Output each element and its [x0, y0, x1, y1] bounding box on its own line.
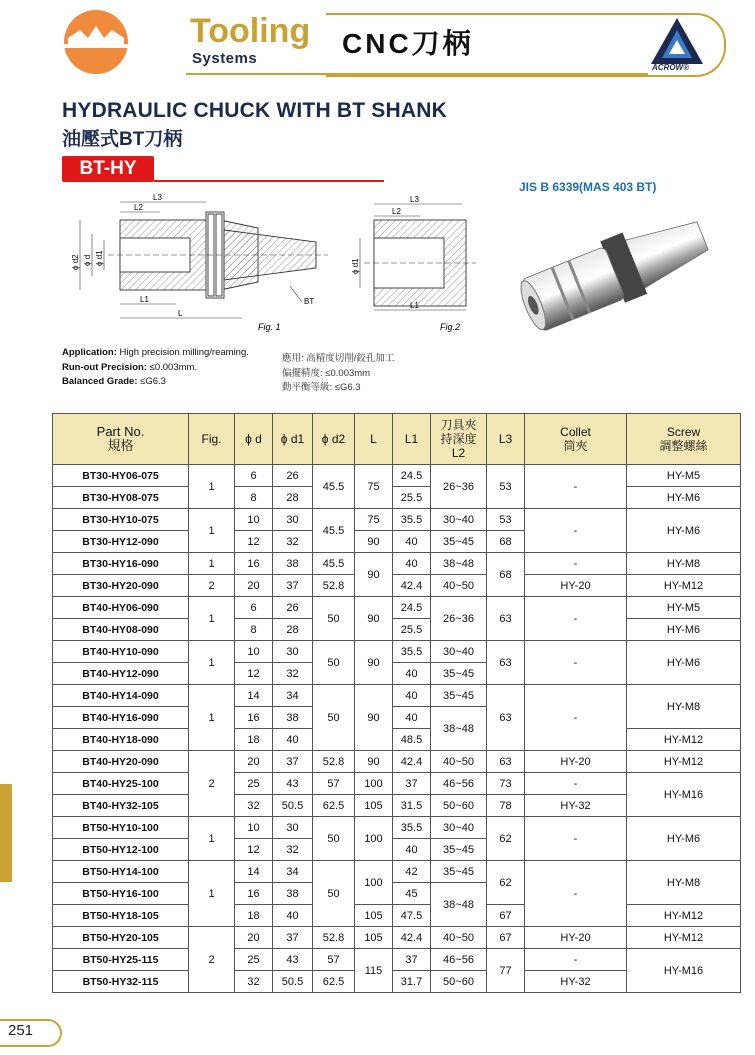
table-row	[53, 729, 741, 751]
cell-fig: 1	[189, 861, 235, 927]
table-header-row	[53, 414, 741, 465]
cell-collet: -	[525, 861, 627, 927]
cell-screw: HY-M6	[627, 487, 741, 509]
cell-l3: 62	[487, 817, 525, 861]
cell-d: 8	[235, 619, 273, 641]
cell-part-no: BT40-HY20-090	[53, 751, 189, 773]
cell-d: 20	[235, 575, 273, 597]
cell-d1: 43	[273, 949, 313, 971]
cell-l3: 62	[487, 861, 525, 905]
spec-runout	[62, 362, 197, 373]
col-fig: Fig.	[189, 414, 235, 465]
cell-l2: 40~50	[431, 927, 487, 949]
spec-runout-value: ≤0.003mm.	[149, 362, 198, 373]
cell-part-no: BT50-HY14-100	[53, 861, 189, 883]
cell-l3: 63	[487, 685, 525, 751]
cell-l: 105	[355, 927, 393, 949]
cell-l2: 40~50	[431, 575, 487, 597]
cell-d1: 37	[273, 575, 313, 597]
cell-l2: 38~48	[431, 553, 487, 575]
cell-d: 10	[235, 509, 273, 531]
cell-collet: -	[525, 509, 627, 553]
technical-drawing	[58, 190, 478, 340]
cell-collet: HY-32	[525, 795, 627, 817]
cell-part-no: BT50-HY18-105	[53, 905, 189, 927]
cell-d: 16	[235, 883, 273, 905]
cell-l2: 40~50	[431, 751, 487, 773]
brand-systems: Systems	[192, 50, 258, 67]
cell-l2: 26~36	[431, 597, 487, 641]
table-row	[53, 773, 741, 795]
standard-label: JIS B 6339(MAS 403 BT)	[519, 180, 657, 194]
cell-d: 25	[235, 949, 273, 971]
col-l3: L3	[487, 414, 525, 465]
cell-d1: 28	[273, 487, 313, 509]
cell-l1: 42	[393, 861, 431, 883]
cell-d2: 50	[313, 817, 355, 861]
cell-d: 32	[235, 971, 273, 993]
cell-d1: 26	[273, 597, 313, 619]
table-row	[53, 597, 741, 619]
cell-l2: 26~36	[431, 465, 487, 509]
cell-l1: 37	[393, 773, 431, 795]
table-row	[53, 685, 741, 707]
cell-l2: 38~48	[431, 707, 487, 751]
cell-collet: HY-20	[525, 575, 627, 597]
table-row	[53, 575, 741, 597]
cell-part-no: BT40-HY25-100	[53, 773, 189, 795]
cell-l1: 24.5	[393, 465, 431, 487]
cell-part-no: BT40-HY10-090	[53, 641, 189, 663]
cell-screw: HY-M12	[627, 729, 741, 751]
cell-l3: 63	[487, 641, 525, 685]
side-tab	[0, 784, 12, 882]
cell-l: 90	[355, 553, 393, 597]
fig1-label-d2: ϕ d2	[71, 254, 80, 270]
cell-l1: 40	[393, 531, 431, 553]
header-divider	[186, 73, 648, 75]
cell-d1: 32	[273, 531, 313, 553]
fig1-drawing	[108, 212, 328, 298]
cell-part-no: BT40-HY08-090	[53, 619, 189, 641]
cell-d2: 52.8	[313, 751, 355, 773]
cell-collet: HY-20	[525, 927, 627, 949]
cell-d1: 50.5	[273, 795, 313, 817]
spec-zh-balance: 動平衡等級: ≤G6.3	[282, 382, 361, 393]
cell-collet: -	[525, 949, 627, 971]
cell-screw: HY-M8	[627, 553, 741, 575]
table-row	[53, 817, 741, 839]
cell-collet: -	[525, 597, 627, 641]
cell-d: 14	[235, 861, 273, 883]
cell-part-no: BT50-HY12-100	[53, 839, 189, 861]
cell-part-no: BT30-HY08-075	[53, 487, 189, 509]
cell-screw: HY-M12	[627, 575, 741, 597]
cell-d: 25	[235, 773, 273, 795]
category-title: CNC刀柄	[342, 28, 474, 59]
fig2-label-l2: L2	[392, 207, 401, 216]
cell-l: 90	[355, 751, 393, 773]
cell-screw: HY-M12	[627, 927, 741, 949]
cell-screw: HY-M6	[627, 509, 741, 553]
fig1-caption: Fig. 1	[258, 322, 281, 332]
spec-zh-application: 應用: 高精度切削/鉸孔加工	[282, 353, 395, 364]
cell-part-no: BT50-HY20-105	[53, 927, 189, 949]
cell-part-no: BT50-HY25-115	[53, 949, 189, 971]
cell-d2: 50	[313, 641, 355, 685]
table-row	[53, 949, 741, 971]
fig1-label-l: L	[178, 309, 183, 318]
cell-l1: 24.5	[393, 597, 431, 619]
cell-d: 6	[235, 465, 273, 487]
cell-d: 18	[235, 729, 273, 751]
cell-fig: 2	[189, 575, 235, 597]
cell-l2: 35~45	[431, 685, 487, 707]
cell-d2: 50	[313, 597, 355, 641]
cell-collet: -	[525, 685, 627, 751]
cell-d1: 37	[273, 751, 313, 773]
cell-d1: 30	[273, 641, 313, 663]
cell-d2: 50	[313, 861, 355, 927]
cell-d: 6	[235, 597, 273, 619]
cell-collet: -	[525, 817, 627, 861]
cell-fig: 1	[189, 597, 235, 641]
acrow-logo-text: ACROW®	[652, 63, 689, 72]
product-photo	[496, 196, 726, 346]
parts-table	[52, 413, 741, 993]
fig1-label-d: ϕ d	[83, 254, 92, 266]
cell-l3: 53	[487, 509, 525, 531]
product-title-zh: 油壓式BT刀柄	[62, 129, 183, 150]
cell-l2: 30~40	[431, 641, 487, 663]
cell-l1: 42.4	[393, 751, 431, 773]
col-d: ϕ d	[235, 414, 273, 465]
cell-d2: 62.5	[313, 971, 355, 993]
cell-d1: 40	[273, 905, 313, 927]
spec-balance-label: Balanced Grade:	[62, 376, 138, 387]
fig2-caption: Fig.2	[440, 322, 461, 332]
cell-d1: 37	[273, 927, 313, 949]
cell-l: 75	[355, 465, 393, 509]
series-badge: BT-HY	[62, 156, 154, 182]
cell-l3: 67	[487, 905, 525, 927]
cell-d2: 52.8	[313, 927, 355, 949]
fig1-label-l2: L2	[134, 203, 143, 212]
cell-d1: 38	[273, 707, 313, 729]
cell-screw: HY-M12	[627, 905, 741, 927]
cell-d2: 45.5	[313, 465, 355, 509]
cell-screw: HY-M8	[627, 861, 741, 905]
cell-d: 8	[235, 487, 273, 509]
cell-l3: 63	[487, 597, 525, 641]
fig1-label-l1: L1	[140, 295, 149, 304]
cell-collet: -	[525, 773, 627, 795]
cell-d2: 57	[313, 773, 355, 795]
table-row	[53, 751, 741, 773]
cell-part-no: BT40-HY18-090	[53, 729, 189, 751]
cell-l2: 50~60	[431, 971, 487, 993]
cell-d1: 30	[273, 509, 313, 531]
cell-l1: 48.5	[393, 729, 431, 751]
cell-d1: 43	[273, 773, 313, 795]
cell-l1: 45	[393, 883, 431, 905]
spec-application-label: Application:	[62, 347, 117, 358]
cell-l1: 40	[393, 553, 431, 575]
cell-collet: -	[525, 465, 627, 509]
cell-part-no: BT30-HY12-090	[53, 531, 189, 553]
cell-d2: 45.5	[313, 553, 355, 575]
fig1-label-bt: BT	[304, 297, 315, 306]
cell-l3: 78	[487, 795, 525, 817]
table-row	[53, 487, 741, 509]
spec-runout-label: Run-out Precision:	[62, 362, 147, 373]
cell-screw: HY-M16	[627, 773, 741, 817]
table-row	[53, 641, 741, 663]
product-title-en: HYDRAULIC CHUCK WITH BT SHANK	[62, 99, 447, 122]
cell-fig: 1	[189, 641, 235, 685]
cell-d2: 45.5	[313, 509, 355, 553]
cell-l: 100	[355, 861, 393, 905]
table-row	[53, 861, 741, 883]
cell-part-no: BT50-HY10-100	[53, 817, 189, 839]
cell-l2: 35~45	[431, 663, 487, 685]
cell-d1: 34	[273, 861, 313, 883]
cell-l3: 67	[487, 927, 525, 949]
cell-screw: HY-M6	[627, 641, 741, 685]
cell-d1: 28	[273, 619, 313, 641]
cell-d: 12	[235, 663, 273, 685]
cell-l1: 31.5	[393, 795, 431, 817]
cell-l1: 40	[393, 685, 431, 707]
cell-part-no: BT30-HY06-075	[53, 465, 189, 487]
cell-screw: HY-M8	[627, 685, 741, 729]
cell-l2: 35~45	[431, 531, 487, 553]
cell-l: 90	[355, 685, 393, 751]
spec-application	[62, 347, 249, 358]
cell-part-no: BT40-HY14-090	[53, 685, 189, 707]
cell-l2: 46~56	[431, 949, 487, 971]
table-row	[53, 619, 741, 641]
cell-d1: 50.5	[273, 971, 313, 993]
cell-l1: 37	[393, 949, 431, 971]
cell-part-no: BT40-HY32-105	[53, 795, 189, 817]
fig2-label-d1: ϕ d1	[351, 258, 360, 274]
cell-d: 18	[235, 905, 273, 927]
cell-l3: 77	[487, 949, 525, 993]
cell-d: 32	[235, 795, 273, 817]
cell-collet: -	[525, 641, 627, 685]
cell-fig: 1	[189, 553, 235, 575]
cell-collet: -	[525, 553, 627, 575]
cell-fig: 1	[189, 465, 235, 509]
cell-l2: 50~60	[431, 795, 487, 817]
cell-d: 16	[235, 707, 273, 729]
cell-l3: 53	[487, 465, 525, 509]
cell-l1: 35.5	[393, 641, 431, 663]
cell-d2: 52.8	[313, 575, 355, 597]
cell-part-no: BT30-HY10-075	[53, 509, 189, 531]
col-l1: L1	[393, 414, 431, 465]
cell-d1: 32	[273, 663, 313, 685]
cell-part-no: BT30-HY16-090	[53, 553, 189, 575]
cell-d: 16	[235, 553, 273, 575]
cell-d: 14	[235, 685, 273, 707]
cell-l3: 73	[487, 773, 525, 795]
company-logo	[62, 8, 130, 76]
cell-fig: 1	[189, 685, 235, 751]
cell-d: 12	[235, 531, 273, 553]
col-screw: Screw 調整螺絲	[627, 414, 741, 465]
cell-l: 100	[355, 817, 393, 861]
cell-d1: 26	[273, 465, 313, 487]
cell-d: 20	[235, 751, 273, 773]
cell-l1: 25.5	[393, 619, 431, 641]
cell-l: 105	[355, 795, 393, 817]
cell-d1: 38	[273, 553, 313, 575]
cell-l2: 35~45	[431, 839, 487, 861]
cell-part-no: BT40-HY06-090	[53, 597, 189, 619]
cell-part-no: BT40-HY16-090	[53, 707, 189, 729]
cell-d1: 38	[273, 883, 313, 905]
cell-screw: HY-M5	[627, 465, 741, 487]
cell-part-no: BT50-HY16-100	[53, 883, 189, 905]
cell-part-no: BT50-HY32-115	[53, 971, 189, 993]
table-row	[53, 553, 741, 575]
cell-d2: 50	[313, 685, 355, 751]
fig2-drawing	[364, 220, 476, 306]
cell-fig: 2	[189, 751, 235, 817]
cell-part-no: BT30-HY20-090	[53, 575, 189, 597]
cell-l: 100	[355, 773, 393, 795]
cell-screw: HY-M5	[627, 597, 741, 619]
fig1-label-l3: L3	[153, 193, 162, 202]
cell-l: 75	[355, 509, 393, 531]
cell-l1: 35.5	[393, 509, 431, 531]
fig1-label-d1: ϕ d1	[95, 250, 104, 266]
cell-screw: HY-M12	[627, 751, 741, 773]
cell-d: 10	[235, 641, 273, 663]
cell-d1: 40	[273, 729, 313, 751]
cell-l: 90	[355, 641, 393, 685]
spec-balance	[62, 376, 166, 387]
cell-l1: 40	[393, 707, 431, 729]
cell-l: 90	[355, 531, 393, 553]
cell-d2: 57	[313, 949, 355, 971]
acrow-logo	[648, 16, 706, 68]
cell-d1: 30	[273, 817, 313, 839]
spec-balance-value: ≤G6.3	[140, 376, 166, 387]
cell-l3: 68	[487, 553, 525, 597]
cell-d: 10	[235, 817, 273, 839]
cell-l1: 47.5	[393, 905, 431, 927]
page-number: 251	[8, 1022, 34, 1039]
cell-l1: 40	[393, 663, 431, 685]
cell-d: 12	[235, 839, 273, 861]
cell-collet: HY-20	[525, 751, 627, 773]
table-row	[53, 905, 741, 927]
cell-d1: 32	[273, 839, 313, 861]
cell-screw: HY-M6	[627, 619, 741, 641]
cell-d: 20	[235, 927, 273, 949]
badge-underline	[154, 180, 384, 182]
col-d2: ϕ d2	[313, 414, 355, 465]
cell-part-no: BT40-HY12-090	[53, 663, 189, 685]
cell-l: 105	[355, 905, 393, 927]
col-l2: 刀具夾 持深度 L2	[431, 414, 487, 465]
col-d1: ϕ d1	[273, 414, 313, 465]
spec-application-value: High precision milling/reaming.	[119, 347, 249, 358]
cell-screw: HY-M16	[627, 949, 741, 993]
cell-l3: 63	[487, 751, 525, 773]
cell-l3: 68	[487, 531, 525, 553]
cell-l2: 46~56	[431, 773, 487, 795]
col-l: L	[355, 414, 393, 465]
col-collet: Collet 筒夾	[525, 414, 627, 465]
cell-l1: 31.7	[393, 971, 431, 993]
fig2-label-l1: L1	[410, 301, 419, 310]
cell-l2: 35~45	[431, 861, 487, 883]
brand-tooling: Tooling	[190, 12, 311, 50]
spec-zh-runout: 偏擺精度: ≤0.003mm	[282, 368, 371, 379]
cell-l2: 38~48	[431, 883, 487, 927]
fig2-label-l3: L3	[410, 195, 419, 204]
cell-l1: 42.4	[393, 575, 431, 597]
cell-screw: HY-M6	[627, 817, 741, 861]
cell-fig: 1	[189, 817, 235, 861]
cell-collet: HY-32	[525, 971, 627, 993]
cell-l1: 40	[393, 839, 431, 861]
cell-l: 115	[355, 949, 393, 993]
cell-l2: 30~40	[431, 509, 487, 531]
table-row	[53, 509, 741, 531]
cell-l: 90	[355, 597, 393, 641]
col-part-no: Part No. 規格	[53, 414, 189, 465]
table-row	[53, 927, 741, 949]
table-row	[53, 465, 741, 487]
cell-l2: 30~40	[431, 817, 487, 839]
cell-fig: 1	[189, 509, 235, 553]
cell-d1: 34	[273, 685, 313, 707]
cell-l1: 25.5	[393, 487, 431, 509]
cell-fig: 2	[189, 927, 235, 993]
cell-l1: 35.5	[393, 817, 431, 839]
cell-d2: 62.5	[313, 795, 355, 817]
cell-l1: 42.4	[393, 927, 431, 949]
